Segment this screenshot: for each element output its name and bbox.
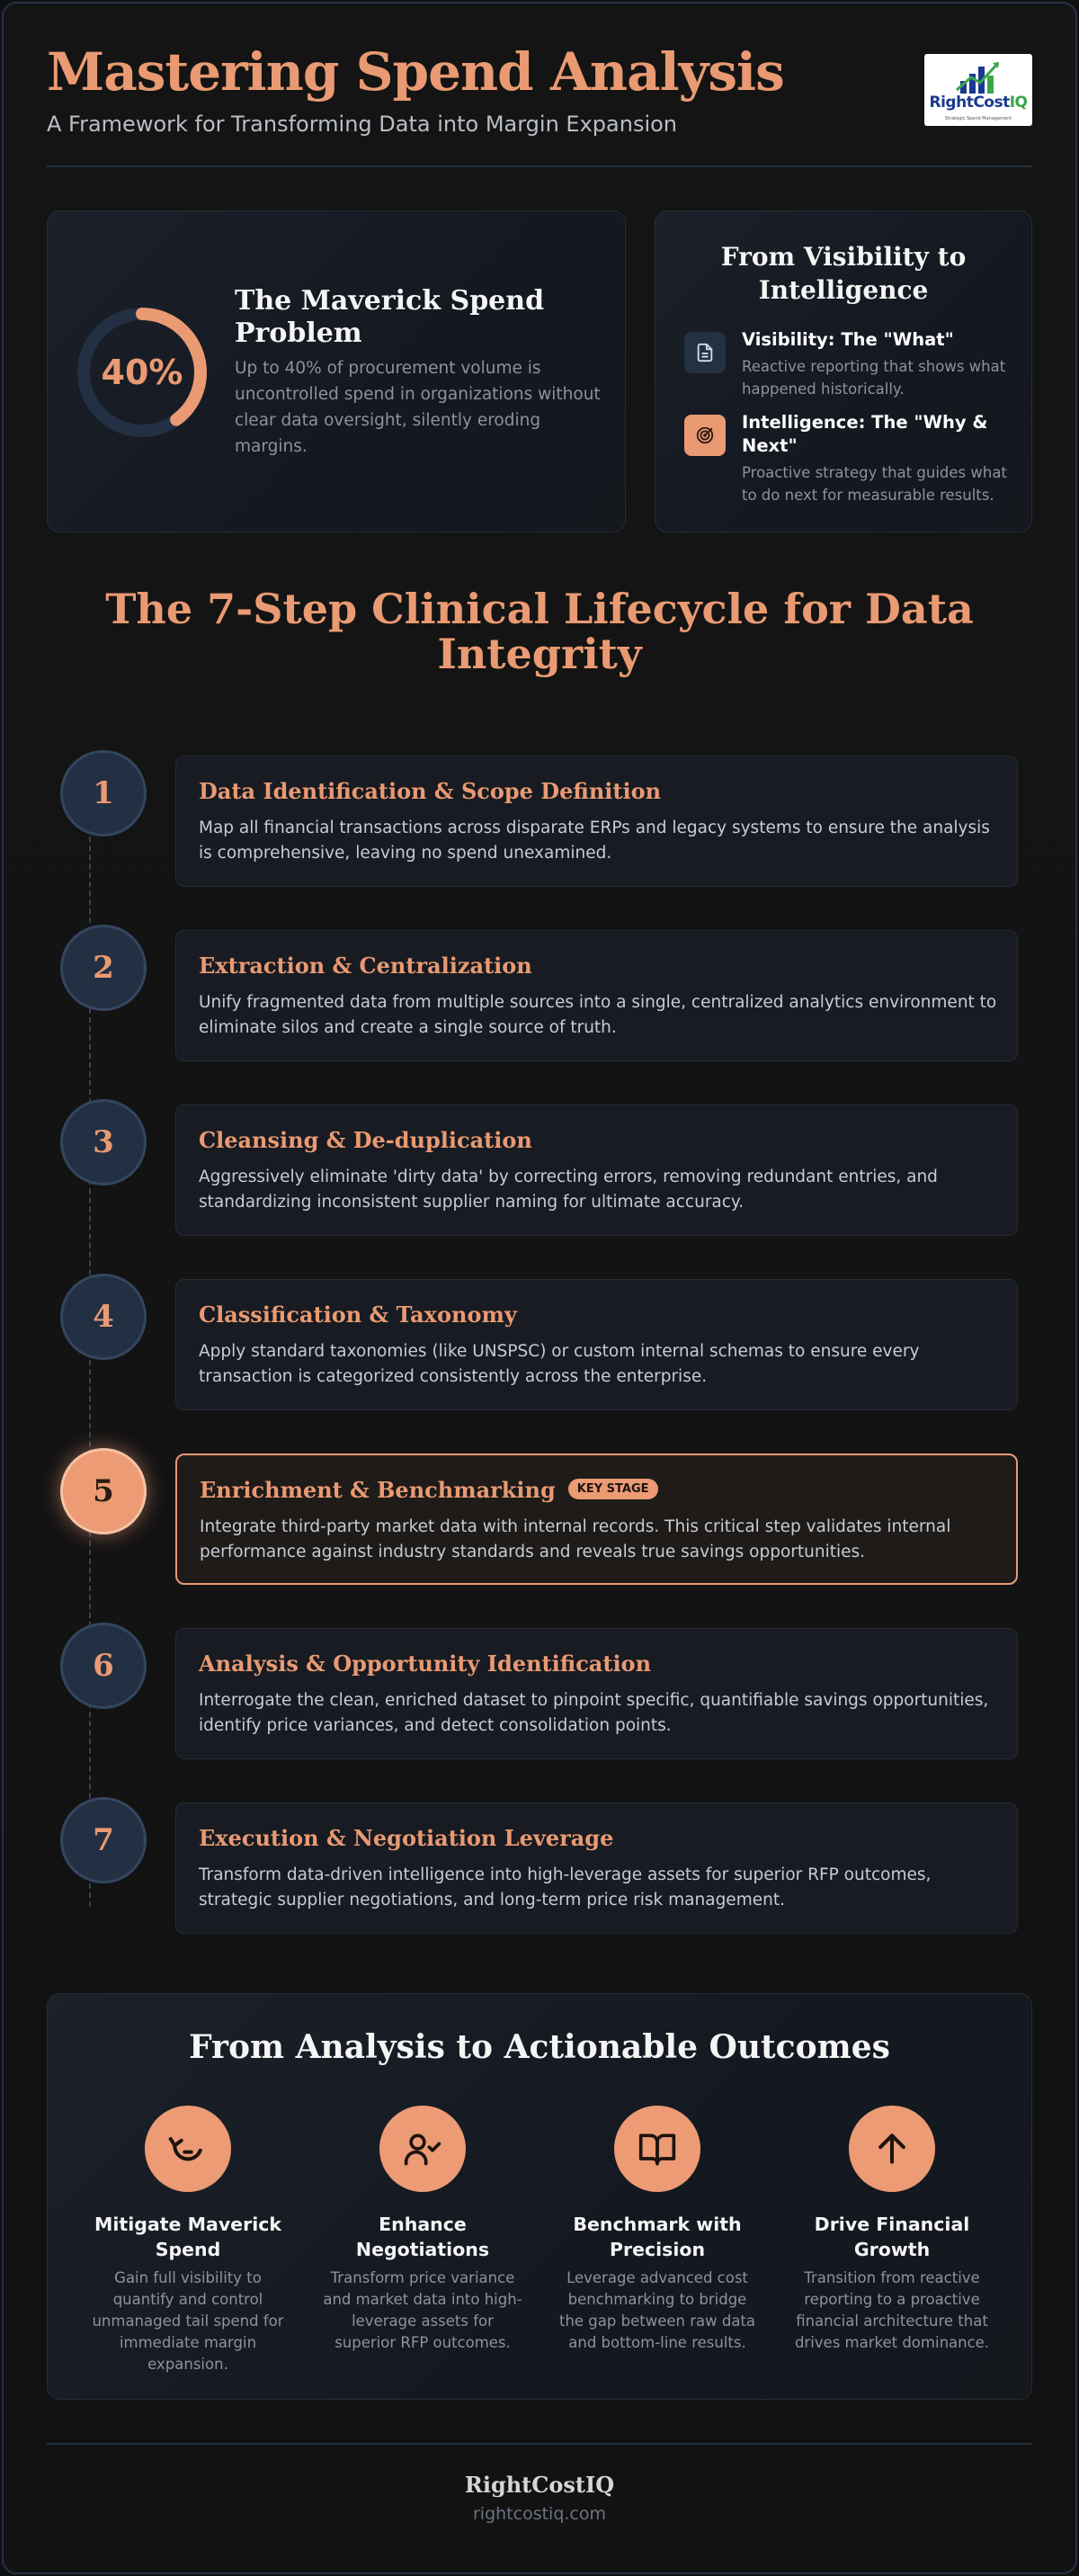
outcomes-title: From Analysis to Actionable Outcomes — [189, 2028, 890, 2066]
visibility-description: Reactive reporting that shows what happened historically. — [742, 358, 1006, 398]
step-number-3: 3 — [60, 1099, 147, 1185]
step-description: Integrate third-party market data with internal records. This critical step validates internal performance against industry standards and reveals true savings opportunities. — [200, 1517, 951, 1561]
key-stage-badge: KEY STAGE — [568, 1479, 658, 1499]
step-description: Interrogate the clean, enriched dataset to pinpoint specific, quantifiable savings opportunities, identify price variances, and detect consolidation points. — [199, 1691, 989, 1735]
outcome-description: Transition from reactive reporting to a proactive financial architecture that drives market dominance. — [794, 2269, 990, 2351]
visibility-intelligence-card — [655, 210, 1032, 532]
intelligence-heading: Intelligence: The "Why & Next" — [742, 412, 988, 456]
logo-tagline: Strategic Spend Management — [944, 116, 1012, 121]
outcome-item — [784, 2106, 1000, 2354]
step-title: Extraction & Centralization — [199, 953, 532, 979]
header — [47, 41, 1032, 167]
maverick-stat: 40% — [101, 353, 183, 392]
user-check-icon — [379, 2106, 466, 2192]
lifecycle-title: The 7-Step Clinical Lifecycle for Data Integrity — [105, 585, 974, 678]
step-card-4 — [175, 1279, 1018, 1410]
target-icon — [684, 415, 726, 456]
step-description: Apply standard taxonomies (like UNSPSC) or custom internal schemas to ensure every transaction is categorized consistently across the enterprise. — [199, 1342, 920, 1386]
visibility-card-title: From Visibility to Intelligence — [720, 242, 967, 305]
outcome-description: Transform price variance and market data into high-leverage assets for superior RFP outcomes. — [323, 2269, 522, 2351]
step-card-7 — [175, 1802, 1018, 1934]
step-title: Execution & Negotiation Leverage — [199, 1825, 614, 1851]
step-card-2 — [175, 930, 1018, 1061]
document-icon — [684, 332, 726, 373]
page-title: Mastering Spend Analysis — [47, 41, 784, 103]
maverick-title: The Maverick Spend Problem — [235, 285, 545, 349]
step-number-5: 5 — [60, 1448, 147, 1534]
outcome-heading: Mitigate Maverick Spend — [94, 2214, 282, 2260]
outcome-item — [549, 2106, 765, 2354]
header-divider — [47, 165, 1032, 167]
step-card-1 — [175, 756, 1018, 887]
step-card-3 — [175, 1105, 1018, 1236]
rotate-arrow-icon — [145, 2106, 231, 2192]
step-number-2: 2 — [60, 925, 147, 1011]
maverick-spend-card — [47, 210, 626, 532]
outcome-description: Leverage advanced cost benchmarking to bridge the gap between raw data and bottom-line results. — [558, 2269, 756, 2351]
step-number-7: 7 — [60, 1797, 147, 1883]
visibility-heading: Visibility: The "What" — [742, 329, 954, 350]
step-title: Data Identification & Scope Definition — [199, 778, 662, 804]
step-number-1: 1 — [60, 750, 147, 836]
outcome-heading: Enhance Negotiations — [355, 2214, 490, 2260]
intelligence-description: Proactive strategy that guides what to do next for measurable results. — [742, 464, 1007, 504]
step-description: Unify fragmented data from multiple sources into a single, centralized analytics environment to eliminate silos and create a single source of truth. — [199, 993, 997, 1037]
arrow-up-icon — [849, 2106, 935, 2192]
outcome-item — [80, 2106, 296, 2375]
page-subtitle: A Framework for Transforming Data into Margin Expansion — [47, 112, 678, 137]
step-number-4: 4 — [60, 1274, 147, 1360]
brand-logo — [924, 54, 1032, 126]
footer-divider — [47, 2443, 1032, 2445]
step-title: Enrichment & Benchmarking — [200, 1477, 556, 1503]
step-description: Transform data-driven intelligence into high-leverage assets for superior RFP outcomes, strategic supplier negotiations, and long-term price risk management. — [199, 1865, 932, 1910]
step-title-wrap — [200, 1477, 658, 1503]
step-title: Classification & Taxonomy — [199, 1301, 517, 1328]
outcome-heading: Benchmark with Precision — [573, 2214, 742, 2260]
step-number-6: 6 — [60, 1623, 147, 1709]
outcomes-card — [47, 1993, 1032, 2400]
step-card-6 — [175, 1628, 1018, 1759]
outcome-description: Gain full visibility to quantify and control unmanaged tail spend for immediate margin expansion. — [92, 2269, 284, 2373]
book-icon — [614, 2106, 700, 2192]
footer-url-link[interactable]: rightcostiq.com — [472, 2504, 607, 2524]
step-description: Map all financial transactions across disparate ERPs and legacy systems to ensure the analysis is comprehensive, leaving no spend unexamined. — [199, 818, 990, 863]
outcome-heading: Drive Financial Growth — [814, 2214, 970, 2260]
step-title: Analysis & Opportunity Identification — [199, 1650, 652, 1677]
outcome-item — [315, 2106, 531, 2354]
step-description: Aggressively eliminate 'dirty data' by correcting errors, removing redundant entries, and standardizing inconsistent supplier naming for ultimate accuracy. — [199, 1167, 938, 1212]
step-card-5 — [175, 1453, 1018, 1585]
maverick-description: Up to 40% of procurement volume is uncontrolled spend in organizations without clear data oversight, silently eroding margins. — [235, 359, 601, 456]
step-title: Cleansing & De-duplication — [199, 1127, 532, 1153]
footer-brand: RightCostIQ — [464, 2472, 615, 2498]
logo-wordmark: RightCostIQ — [929, 94, 1028, 112]
